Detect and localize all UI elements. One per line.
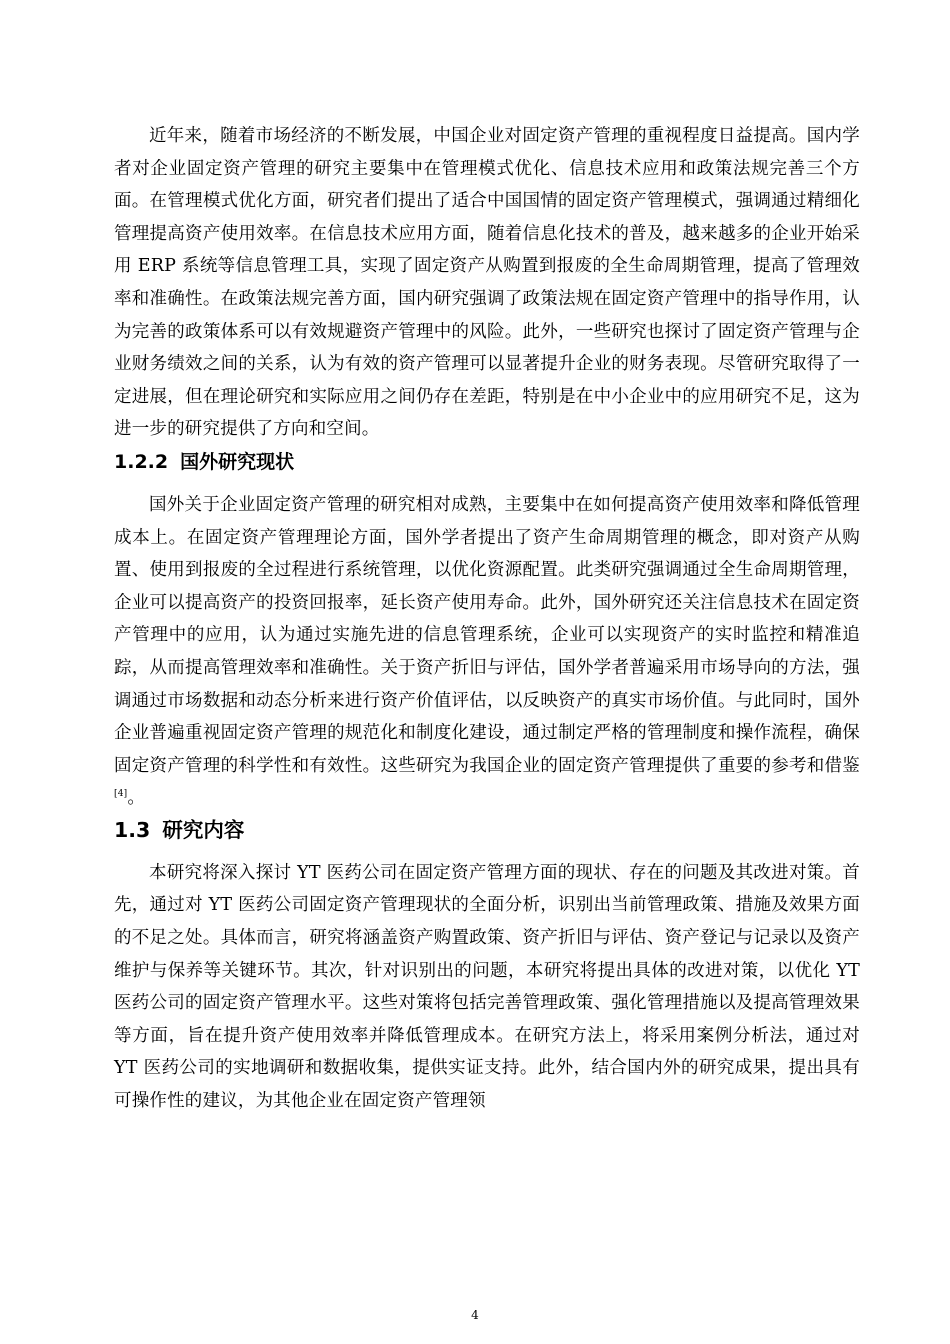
section-number: 1.3 <box>114 817 151 842</box>
page-number: 4 <box>471 1308 479 1322</box>
section-number: 1.2.2 <box>114 450 169 473</box>
section-title: 国外研究现状 <box>180 450 295 473</box>
citation-reference[interactable]: [4] <box>114 789 128 800</box>
paragraph-domestic-research: 近年来，随着市场经济的不断发展，中国企业对固定资产管理的重视程度日益提高。国内学者对企业固定资产管理的研究主要集中在管理模式优化、信息技术应用和政策法规完善三个方面。在管理模式优化方面，研究者们提出了适合中国国情的固定资产管理模式，强调通过精细化管理提高资产使用效率。在信息技术应用方面，随着信息化技术的普及，越来越多的企业开始采用 ERP 系统等信息管理工具，实现了固定资产从购置到报废的全生命周期管理，提高了管理效率和准确性。在政策法规完善方面，国内研究强调了政策法规在固定资产管理中的指导作用，认为完善的政策体系可以有效规避资产管理中的风险。此外，一些研究也探讨了固定资产管理与企业财务绩效之间的关系，认为有效的资产管理可以显著提升企业的财务表现。尽管研究取得了一定进展，但在理论研究和实际应用之间仍存在差距，特别是在中小企业中的应用研究不足，这为进一步的研究提供了方向和空间。 <box>114 126 860 440</box>
paragraph-end: 。 <box>127 788 146 809</box>
page-body <box>114 120 860 1118</box>
paragraph-research-content: 本研究将深入探讨 YT 医药公司在固定资产管理方面的现状、存在的问题及其改进对策。首先，通过对 YT 医药公司固定资产管理现状的全面分析，识别出当前管理政策、措施及效果方面的不足之处。具体而言，研究将涵盖资产购置政策、资产折旧与评估、资产登记与记录以及资产维护与保养等关键环节。其次，针对识别出的问题，本研究将提出具体的改进对策，以优化 YT 医药公司的固定资产管理水平。这些对策将包括完善管理政策、强化管理措施以及提高管理效果等方面，旨在提升资产使用效率并降低管理成本。在研究方法上，将采用案例分析法，通过对 YT 医药公司的实地调研和数据收集，提供实证支持。此外，结合国内外的研究成果，提出具有可操作性的建议，为其他企业在固定资产管理领 <box>114 862 860 1112</box>
section-title: 研究内容 <box>162 817 245 842</box>
paragraph-text: 国外关于企业固定资产管理的研究相对成熟，主要集中在如何提高资产使用效率和降低管理成本上。在固定资产管理理论方面，国外学者提出了资产生命周期管理的概念，即对资产从购置、使用到报废的全过程进行系统管理，以优化资源配置。此类研究强调通过全生命周期管理，企业可以提高资产的投资回报率，延长资产使用寿命。此外，国外研究还关注信息技术在固定资产管理中的应用，认为通过实施先进的信息管理系统，企业可以实现资产的实时监控和精准追踪，从而提高管理效率和准确性。关于资产折旧与评估，国外学者普遍采用市场导向的方法，强调通过市场数据和动态分析来进行资产价值评估，以反映资产的真实市场价值。与此同时，国外企业普遍重视固定资产管理的规范化和制度化建设，通过制定严格的管理制度和操作流程，确保固定资产管理的科学性和有效性。这些研究为我国企业的固定资产管理提供了重要的参考和借鉴 <box>114 494 860 776</box>
paragraph-foreign-research <box>114 489 860 815</box>
section-heading-1-3 <box>114 811 860 849</box>
section-heading-1-2-2 <box>114 444 860 480</box>
